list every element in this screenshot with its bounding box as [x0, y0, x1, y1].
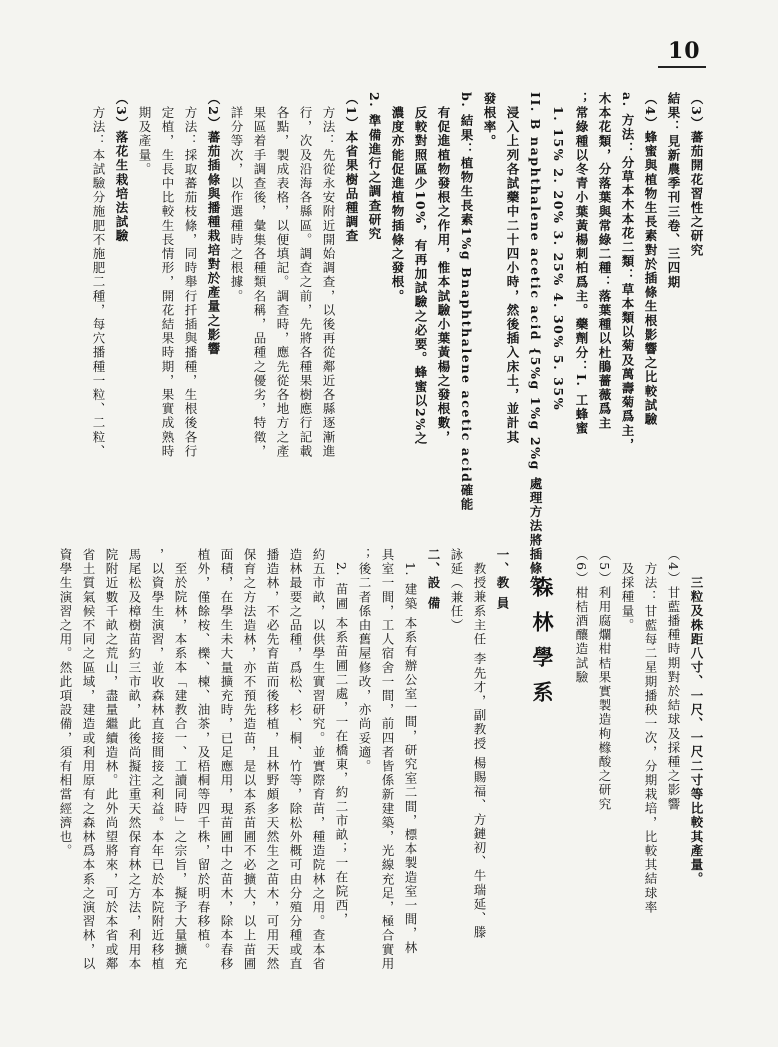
text-column: （6）柑桔酒釀造試驗 [574, 548, 589, 685]
text-column: 二、設 備 [426, 548, 441, 611]
text-column: 植外，僅餘桉、櫟、楝、油茶，及梧桐等四千株，留於明春移植。 [196, 548, 211, 957]
text-column: （3）蕃茄開花習性之研究 [689, 92, 704, 258]
text-column: 結果：見新農季刊三卷、三四期 [666, 92, 681, 290]
text-column: （5）利用腐爛柑桔果實製造枸橼酸之研究 [597, 548, 612, 812]
text-column: 詠延（兼任） [449, 548, 464, 633]
text-column: II. B naphthalene acetic acid {5%g 1%g 2%g 處理方法將插條先 [528, 92, 543, 590]
text-column: （2）蕃茄插條與播種栽培對於產量之影響 [206, 92, 221, 357]
text-column: 1. 建築 本系有辦公室一間，研究室二間，標本製造室一間，林 [403, 562, 418, 955]
text-column: 浸入上列各試藥中二十四小時，然後插入床土，並計其 [505, 106, 520, 445]
text-column: 面積，在學生未大量擴充時，已足應用，現苗圃中之苗木，除本春移 [219, 548, 234, 971]
text-column: 發根率。 [482, 92, 497, 149]
text-column: 方法：本試驗分施肥不施肥二種，每穴播種一粒、二粒、 [91, 106, 106, 459]
text-column: 至於院林，本系本「建教合一、工讀同時」之宗旨，擬予大量擴充 [173, 562, 188, 971]
text-column: （1）本省果樹品種調查 [344, 92, 359, 244]
text-column: 院附近數千畝之荒山，盡量繼續造林。此外尚望將來，可於本省或鄰 [104, 548, 119, 971]
text-column: 造林最要之品種，爲松、杉、桐、竹等，除松外概可由分殖分種或直 [288, 548, 303, 971]
text-column: 濃度亦能促進植物插條之發根。 [390, 106, 405, 304]
text-column: 木本花類，分落葉與常綠二種：落葉種以杜鵑薔薇爲主 [597, 92, 612, 431]
text-column: 馬尾松及樟樹苗約三市畝，此後尚擬注重天然保育林之方法，利用本 [127, 548, 142, 971]
text-column: 播造林，不必先育苗而後移植，且林野頗多天然生之苗木，可用天然 [265, 548, 280, 971]
text-column: b. 結果：植物生長素1%g Bnaphthalene acetic acid確能 [459, 92, 474, 512]
text-column: 1. 15% 2. 20% 3. 25% 4. 30% 5. 35% [551, 106, 566, 412]
text-column: ；常綠種以冬青小葉黃楊刺柏爲主。藥劑分：I. 工蜂蜜 [574, 92, 589, 436]
text-column: 2. 苗圃 本系苗圃二處，一在橋東，約二市畝；一在院西， [334, 562, 349, 927]
text-column: 方法：甘藍每二星期播秧一次，分期栽培，比較其結球率 [643, 562, 658, 915]
text-column: 三粒及株距八寸、一尺、一尺二寸等比較其產量。 [689, 576, 704, 887]
text-column: 反較對照區少10%，有再加試驗之必要。蜂蜜以2%之 [413, 106, 428, 446]
text-column: 約五市畝，以供學生實習研究。並實際育苗，種造院林之用。查本省 [311, 548, 326, 971]
page-number: 10 [668, 38, 701, 64]
text-column: 具室一間，工人宿舍一間，前四者皆係新建築，光線充足，極合實用 [380, 548, 395, 971]
text-column: 有促進植物發根之作用，惟本試驗小葉黃楊之發根數， [436, 106, 451, 445]
text-column: 保育之方法造林，亦不預先造苗，是以本系苗圃不必擴大，以上苗圃 [242, 548, 257, 971]
text-column: ；後二者係由舊屋修改，亦尚妥適。 [357, 548, 372, 774]
text-column: 方法：先從永安附近開始調查，以後再從鄰近各縣逐漸進 [321, 106, 336, 459]
text-column: 資學生演習之用。然此項設備，須有相當經濟也。 [58, 548, 73, 859]
text-column: 教授兼系主任 李先才，副教授 楊賜福、方鏈初、牛瑞延、滕 [472, 562, 487, 940]
lower-text-block [46, 548, 708, 1018]
text-column: ，以資學生演習，並收森林直接間接之利益。本年已於本院附近移植 [150, 548, 165, 971]
text-column: （3）落花生栽培法試驗 [114, 92, 129, 244]
text-column: 2. 準備進行之調查研究 [367, 92, 382, 242]
text-column: 及採種量。 [620, 562, 635, 633]
page-number-underline [658, 66, 706, 68]
text-column: （4）蜂蜜與植物生長素對於插條生根影響之比較試驗 [643, 92, 658, 427]
text-column: a. 方法：分草本木本花二類：草本類以菊及萬壽菊爲主， [620, 92, 635, 453]
text-column: 省土質氣候不同之區域，建造或利用原有之森林爲本系之演習林，以 [81, 548, 96, 971]
text-column: 行，次及沿海各縣區。調查之前，先將各種果樹應行記載 [298, 106, 313, 459]
text-column: （4）甘藍播種時期對於結球及採種之影響 [666, 548, 681, 812]
text-column: 方法：採取蕃茄枝條，同時舉行扦插與播種，生根後各行 [183, 106, 198, 459]
text-column: 定植，生長中比較生長情形，開花結果時期，果實成熟時 [160, 106, 175, 459]
text-column: 一、教 員 [495, 548, 510, 611]
text-column: 期及產量。 [137, 106, 152, 177]
section-title: 森林學系 [530, 576, 555, 716]
text-column: 果區着手調查後，彙集各種類名稱，品種之優劣，特徵， [252, 106, 267, 459]
text-column: 詳分等次，以作選種時之根據。 [229, 106, 244, 304]
text-column: 各點，製成表格，以便填記。調查時，應先從各地方之產 [275, 106, 290, 459]
